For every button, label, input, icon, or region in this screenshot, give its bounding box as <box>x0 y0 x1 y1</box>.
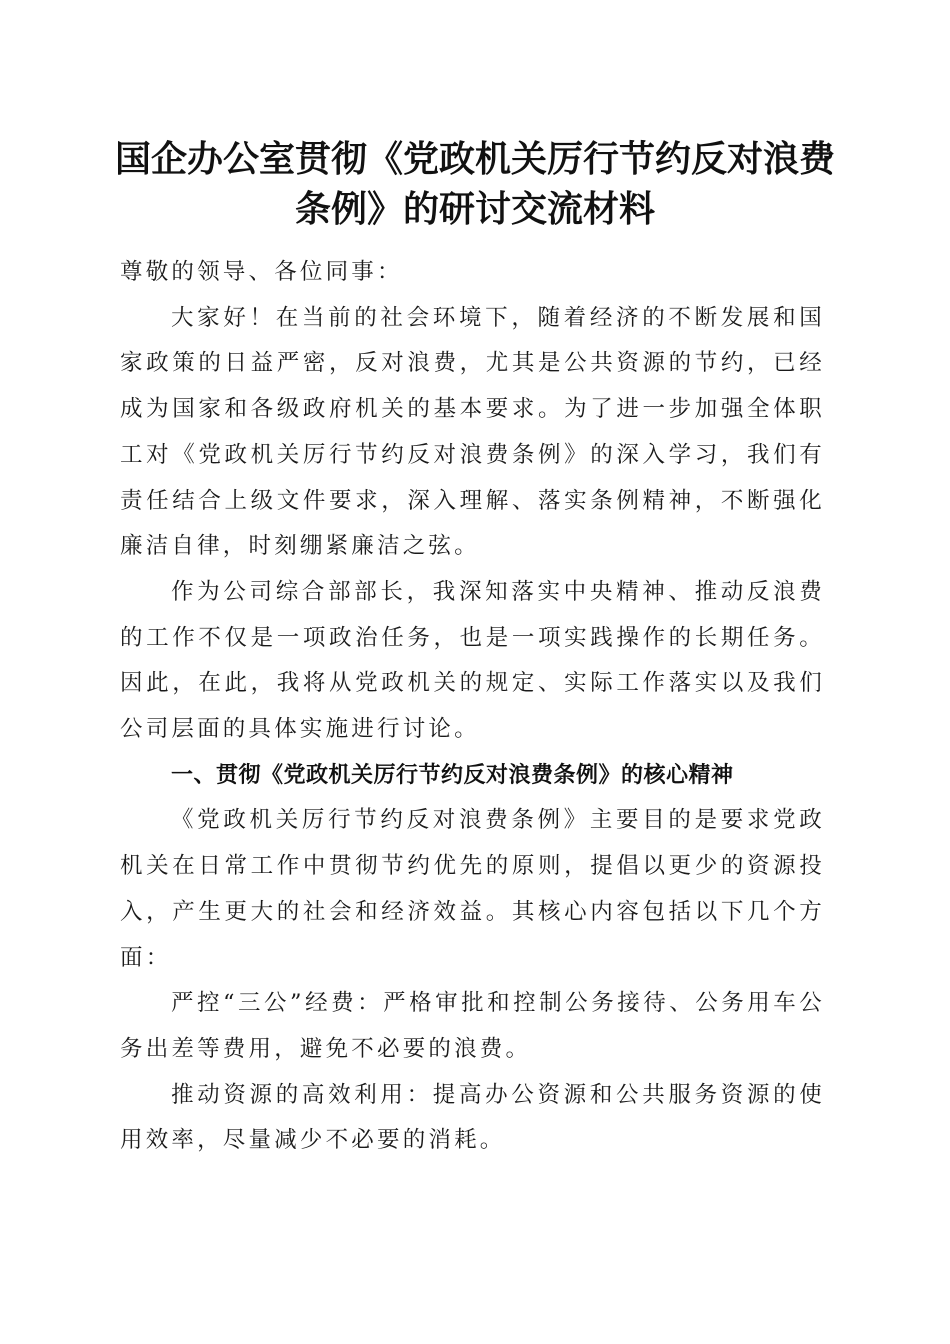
paragraph-role: 作为公司综合部部长，我深知落实中央精神、推动反浪费的工作不仅是一项政治任务，也是一项实践操作的长期任务。因此，在此，我将从党政机关的规定、实际工作落实以及我们公司层面的具体实施进行讨论。 <box>120 578 825 743</box>
paragraph-intro: 大家好！在当前的社会环境下，随着经济的不断发展和国家政策的日益严密，反对浪费，尤其是公共资源的节约，已经成为国家和各级政府机关的基本要求。为了进一步加强全体职工对《党政机关厉行节约反对浪费条例》的深入学习，我们有责任结合上级文件要求，深入理解、落实条例精神，不断强化廉洁自律，时刻绷紧廉洁之弦。 <box>120 304 825 560</box>
paragraph-three-public-expenses: 严控“三公”经费：严格审批和控制公务接待、公务用车公务出差等费用，避免不必要的浪费。 <box>120 990 825 1062</box>
paragraph-core-purpose: 《党政机关厉行节约反对浪费条例》主要目的是要求党政机关在日常工作中贯彻节约优先的原则，提倡以更少的资源投入，产生更大的社会和经济效益。其核心内容包括以下几个方面： <box>120 807 825 971</box>
title-line-2: 条例》的研讨交流材料 <box>294 189 655 230</box>
salutation: 尊敬的领导、各位同事： <box>120 259 403 285</box>
document-title <box>100 135 850 235</box>
title-line-1: 国企办公室贯彻《党政机关厉行节约反对浪费 <box>114 139 835 180</box>
paragraph-resource-efficiency: 推动资源的高效利用：提高办公资源和公共服务资源的使用效率，尽量减少不必要的消耗。 <box>120 1081 825 1154</box>
document-body <box>120 250 825 1164</box>
section-heading-1: 一、贯彻《党政机关厉行节约反对浪费条例》的核心精神 <box>171 762 734 788</box>
